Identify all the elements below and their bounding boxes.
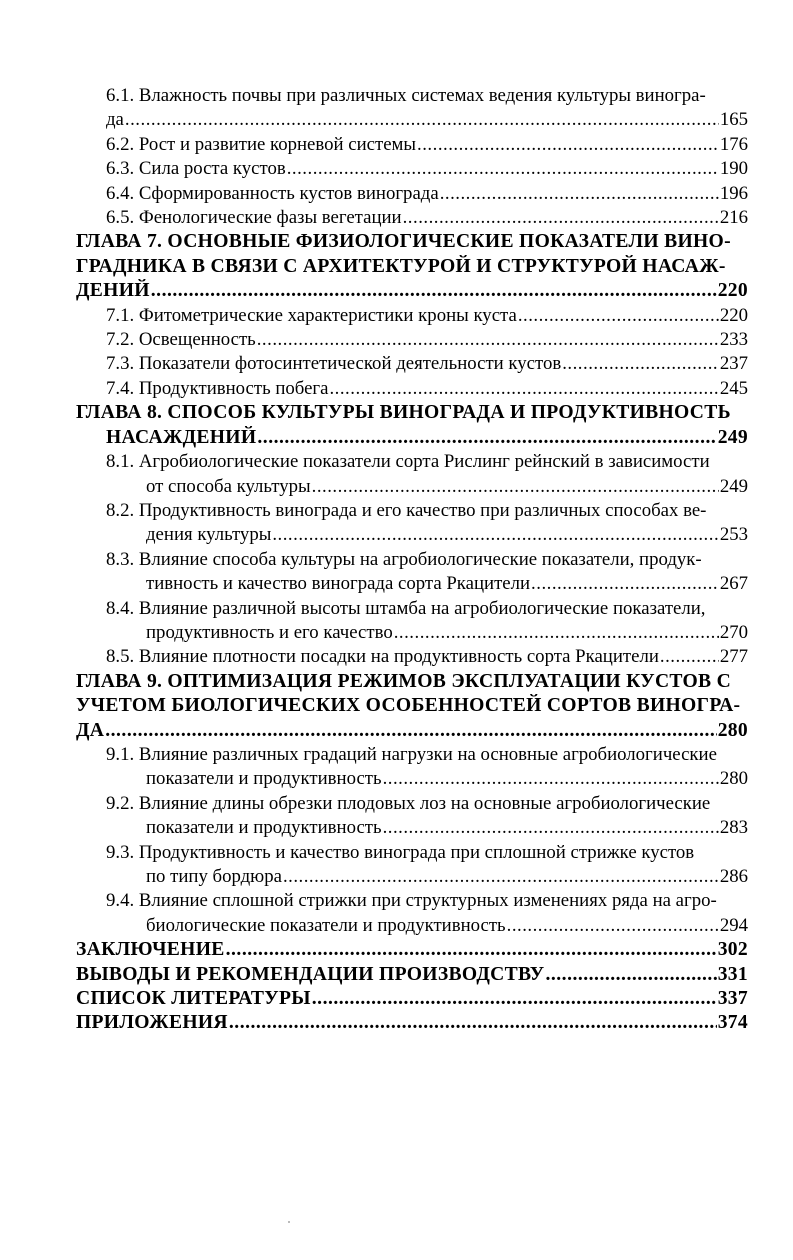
toc-entry-9-3-line2: по типу бордюра ..... 286 [76, 865, 748, 889]
toc-entry-9-3-line1: 9.3. Продуктивность и качество винограда при сплошной стрижке кустов [106, 841, 695, 863]
toc-entry-9-1-line1: 9.1. Влияние различных градаций нагрузки на основные агробиологические [106, 743, 717, 765]
toc-entry-8-4-line2: продуктивность и его качество ..... 270 [76, 621, 748, 645]
page-number: 249 [719, 475, 748, 497]
page-number: 337 [717, 988, 748, 1010]
toc-entry-6-3: 6.3. Сила роста кустов ..... 190 [76, 157, 748, 181]
page-number: 196 [719, 182, 748, 204]
toc-entry-7-2: 7.2. Освещенность ..... 233 [76, 328, 748, 352]
page-number: 233 [719, 329, 748, 351]
chapter-8-heading-line2: НАСАЖДЕНИЙ ..... 249 [76, 426, 748, 450]
page-number: 270 [719, 621, 748, 643]
chapter-7-heading-line3: ДЕНИЙ ..... 220 [76, 279, 748, 303]
toc-entry-9-4-line1: 9.4. Влияние сплошной стрижки при структурных изменениях ряда на агро- [106, 890, 717, 912]
toc-recommendations: ВЫВОДЫ И РЕКОМЕНДАЦИИ ПРОИЗВОДСТВУ ..... 331 [76, 963, 748, 987]
scan-speck [288, 1221, 290, 1223]
toc-entry-6-1-line2: да ..... 165 [76, 108, 748, 132]
chapter-7-heading-line2: ГРАДНИКА В СВЯЗИ С АРХИТЕКТУРОЙ И СТРУКТУРОЙ НАСАЖ- [76, 255, 726, 277]
chapter-9-heading-line3: ДА ..... 280 [76, 719, 748, 743]
toc-entry-8-1-line2: от способа культуры ..... 249 [76, 475, 748, 499]
toc-entry-8-5: 8.5. Влияние плотности посадки на продуктивность сорта Ркацители ..... 277 [76, 645, 748, 669]
page-number: 220 [717, 280, 748, 302]
page-number: 286 [719, 866, 748, 887]
toc-entry-7-3: 7.3. Показатели фотосинтетической деятельности кустов ..... 237 [76, 352, 748, 376]
page-number: 283 [719, 817, 748, 839]
toc-entry-9-2-line1: 9.2. Влияние длины обрезки плодовых лоз на основные агробиологические [106, 792, 711, 814]
page-number: 237 [719, 353, 748, 375]
toc-entry-6-5: 6.5. Фенологические фазы вегетации ..... 216 [76, 206, 748, 230]
toc-appendices: ПРИЛОЖЕНИЯ ..... 374 [76, 1011, 748, 1035]
page-number: 220 [719, 304, 748, 326]
page-number: 165 [719, 109, 748, 131]
table-of-contents [76, 84, 748, 1036]
page-number: 374 [717, 1012, 748, 1034]
toc-entry-8-3-line1: 8.3. Влияние способа культуры на агробиологические показатели, продук- [106, 548, 702, 570]
page-number: 267 [719, 573, 748, 595]
page-number: 302 [717, 939, 748, 961]
toc-entry-7-4: 7.4. Продуктивность побега ..... 245 [76, 377, 748, 401]
page-number: 216 [719, 207, 748, 229]
toc-entry-6-1-line1: 6.1. Влажность почвы при различных системах ведения культуры виногра- [106, 85, 706, 106]
toc-entry-6-4: 6.4. Сформированность кустов винограда ..... 196 [76, 182, 748, 206]
toc-entry-7-1: 7.1. Фитометрические характеристики кроны куста ..... 220 [76, 304, 748, 328]
toc-literature: СПИСОК ЛИТЕРАТУРЫ ..... 337 [76, 987, 748, 1011]
toc-entry-8-3-line2: тивность и качество винограда сорта Ркацители ..... 267 [76, 572, 748, 596]
toc-entry-8-1-line1: 8.1. Агробиологические показатели сорта Рислинг рейнский в зависимости [106, 451, 710, 473]
toc-entry-9-4-line2: биологические показатели и продуктивность ..... 294 [76, 914, 748, 938]
chapter-9-heading-line2: УЧЕТОМ БИОЛОГИЧЕСКИХ ОСОБЕННОСТЕЙ СОРТОВ ВИНОГРА- [76, 695, 741, 717]
toc-entry-8-2-line1: 8.2. Продуктивность винограда и его качество при различных способах ве- [106, 499, 707, 521]
page-number: 280 [719, 768, 748, 790]
page-number: 294 [719, 914, 748, 936]
page-number: 280 [717, 719, 748, 741]
page-number: 249 [717, 426, 748, 448]
toc-conclusion: ЗАКЛЮЧЕНИЕ ..... 302 [76, 938, 748, 962]
chapter-9-heading-line1: ГЛАВА 9. ОПТИМИЗАЦИЯ РЕЖИМОВ ЭКСПЛУАТАЦИИ КУСТОВ С [76, 670, 732, 692]
page-number: 331 [717, 963, 748, 985]
toc-entry-8-4-line1: 8.4. Влияние различной высоты штамба на агробиологические показатели, [106, 597, 706, 619]
page-number: 190 [719, 158, 748, 180]
toc-entry-9-1-line2: показатели и продуктивность ..... 280 [76, 767, 748, 791]
chapter-8-heading-line1: ГЛАВА 8. СПОСОБ КУЛЬТУРЫ ВИНОГРАДА И ПРОДУКТИВНОСТЬ [76, 402, 731, 424]
toc-entry-6-2: 6.2. Рост и развитие корневой системы ..... 176 [76, 133, 748, 157]
page-number: 277 [719, 646, 748, 668]
page-number: 176 [719, 133, 748, 155]
toc-entry-8-2-line2: дения культуры ..... 253 [76, 523, 748, 547]
page-number: 253 [719, 524, 748, 546]
page-number: 245 [719, 377, 748, 399]
chapter-7-heading-line1: ГЛАВА 7. ОСНОВНЫЕ ФИЗИОЛОГИЧЕСКИЕ ПОКАЗАТЕЛИ ВИНО- [76, 231, 731, 253]
toc-entry-9-2-line2: показатели и продуктивность ..... 283 [76, 816, 748, 840]
